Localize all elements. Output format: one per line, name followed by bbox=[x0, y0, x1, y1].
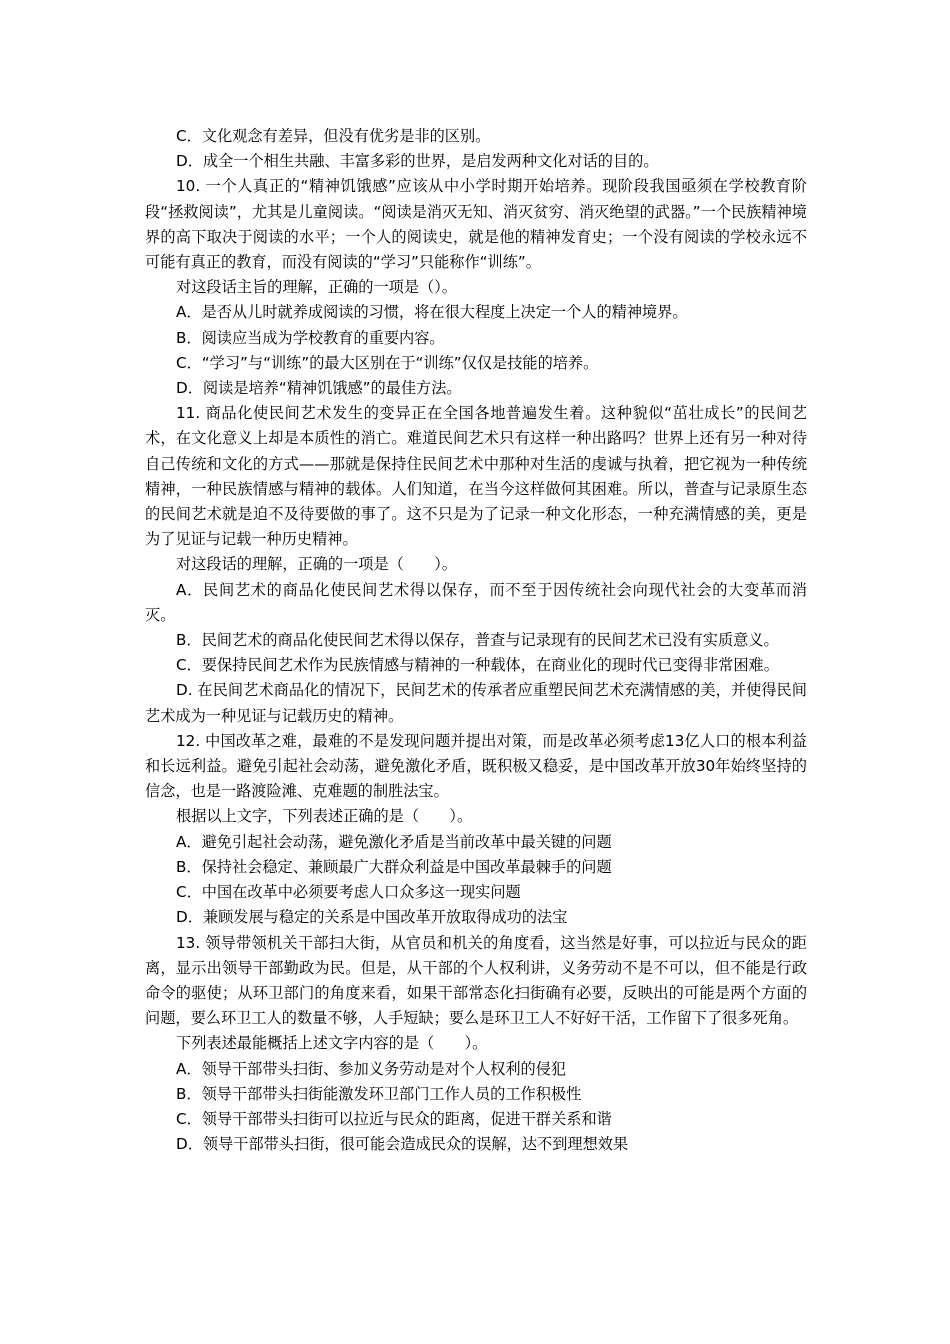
q13-option-a: A．领导干部带头扫街、参加义务劳动是对个人权利的侵犯 bbox=[176, 1059, 567, 1078]
q13-question: 下列表述最能概括上述文字内容的是（ ）。 bbox=[176, 1034, 488, 1053]
q10-option-d: D．阅读是培养“精神饥饿感”的最佳方法。 bbox=[176, 379, 462, 398]
q13-passage: 13. 领导带领机关干部扫大街，从官员和机关的角度看，这当然是好事，可以拉近与民众的距离，显示出领导干部勤政为民。但是，从干部的个人权利讲，义务劳动不是不可以，但不能是行政命令的驱使；从环卫部门的角度来看，如果干部常态化扫街确有必要，反映出的可能是两个方面的问题，要么环卫工人的数量不够，人手短缺；要么是环卫工人不好好干活，工作留下了很多死角。 bbox=[145, 933, 807, 1028]
q12-option-d: D．兼顾发展与稳定的关系是中国改革开放取得成功的法宝 bbox=[176, 908, 568, 927]
q13-option-d: D．领导干部带头扫街，很可能会造成民众的误解，达不到理想效果 bbox=[176, 1135, 629, 1154]
q13-option-c: C．领导干部带头扫街可以拉近与民众的距离，促进干群关系和谐 bbox=[176, 1109, 612, 1128]
q11-option-d: D. 在民间艺术商品化的情况下，民间艺术的传承者应重塑民间艺术充满情感的美，并使得民间艺术成为一种见证与记载历史的精神。 bbox=[145, 681, 807, 725]
q9-option-d: D．成全一个相生共融、丰富多彩的世界，是启发两种文化对话的目的。 bbox=[176, 152, 659, 171]
q11-option-b: B．民间艺术的商品化使民间艺术得以保存，普查与记录现有的民间艺术已没有实质意义。 bbox=[176, 631, 779, 650]
q12-passage: 12. 中国改革之难，最难的不是发现问题并提出对策，而是改革必须考虑13亿人口的根本利益和长远利益。避免引起社会动荡，避免激化矛盾，既积极又稳妥，是中国改革开放30年始终坚持的信念，也是一路渡险滩、克难题的制胜法宝。 bbox=[145, 731, 807, 801]
q13-option-b: B．领导干部带头扫街能激发环卫部门工作人员的工作积极性 bbox=[176, 1084, 582, 1103]
q10-option-c: C．“学习”与“训练”的最大区别在于“训练”仅仅是技能的培养。 bbox=[176, 353, 599, 372]
q10-question: 对这段话主旨的理解，正确的一项是（）。 bbox=[176, 278, 457, 297]
q10-passage: 10. 一个人真正的“精神饥饿感”应该从中小学时期开始培养。现阶段我国亟须在学校教育阶段“拯救阅读”，尤其是儿童阅读。“阅读是消灭无知、消灭贫穷、消灭绝望的武器。”一个民族精神境界的高下取决于阅读的水平；一个人的阅读史，就是他的精神发育史；一个没有阅读的学校永远不可能有真正的教育，而没有阅读的“学习”只能称作“训练”。 bbox=[145, 177, 807, 272]
q9-option-c: C．文化观念有差异，但没有优劣是非的区别。 bbox=[176, 127, 491, 145]
q11-question: 对这段话的理解，正确的一项是（ ）。 bbox=[176, 555, 457, 574]
q12-option-b: B．保持社会稳定、兼顾最广大群众利益是中国改革最棘手的问题 bbox=[176, 857, 612, 876]
q10-option-a: A．是否从儿时就养成阅读的习惯，将在很大程度上决定一个人的精神境界。 bbox=[176, 303, 688, 322]
q12-option-c: C．中国在改革中必须要考虑人口众多这一现实问题 bbox=[176, 883, 521, 902]
q10-option-b: B．阅读应当成为学校教育的重要内容。 bbox=[176, 328, 445, 347]
document-body bbox=[145, 124, 807, 1157]
q12-option-a: A．避免引起社会动荡，避免激化矛盾是当前改革中最关键的问题 bbox=[176, 832, 612, 851]
q11-passage: 11. 商品化使民间艺术发生的变异正在全国各地普遍发生着。这种貌似“茁壮成长”的民间艺术，在文化意义上却是本质性的消亡。难道民间艺术只有这样一种出路吗？世界上还有另一种对待自己传统和文化的方式——那就是保持住民间艺术中那种对生活的虔诚与执着，把它视为一种传统精神，一种民族情感与精神的载体。人们知道，在当今这样做何其困难。所以，普查与记录原生态的民间艺术就是迫不及待要做的事了。这不只是为了记录一种文化形态，一种充满情感的美，更是为了见证与记载一种历史精神。 bbox=[145, 404, 807, 549]
q12-question: 根据以上文字，下列表述正确的是（ ）。 bbox=[176, 807, 473, 826]
q11-option-c: C．要保持民间艺术作为民族情感与精神的一种载体，在商业化的现时代已变得非常困难。 bbox=[176, 656, 779, 675]
q11-option-a: A．民间艺术的商品化使民间艺术得以保存，而不至于因传统社会向现代社会的大变革而消灭。 bbox=[145, 580, 807, 624]
